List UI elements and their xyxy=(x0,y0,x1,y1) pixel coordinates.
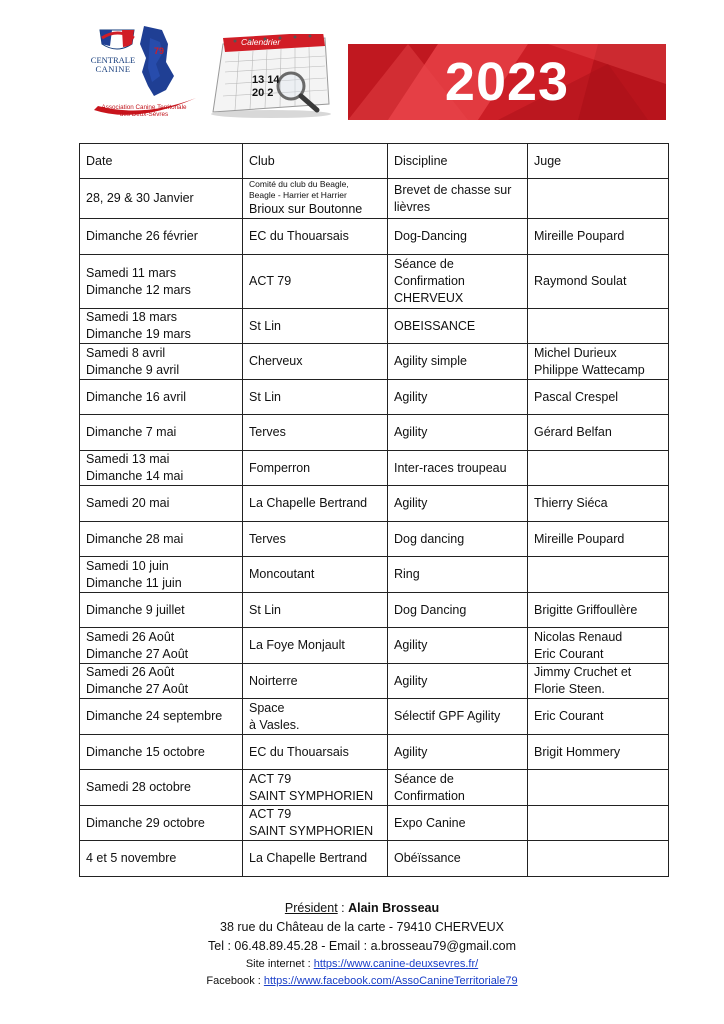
table-header-row xyxy=(80,144,669,179)
table-row xyxy=(80,522,669,557)
cell-discipline: Agility xyxy=(388,486,528,522)
cell-judge: Brigit Hommery xyxy=(528,735,669,770)
cell-club: Fomperron xyxy=(243,451,388,486)
cell-club: Cherveux xyxy=(243,344,388,380)
events-table xyxy=(79,143,669,877)
cell-judge: Gérard Belfan xyxy=(528,415,669,451)
cell-club: La Chapelle Bertrand xyxy=(243,486,388,522)
table-body xyxy=(80,179,669,877)
cell-date: Samedi 8 avril Dimanche 9 avril xyxy=(80,344,243,380)
cell-discipline: Agility xyxy=(388,380,528,415)
cell-club: EC du Thouarsais xyxy=(243,735,388,770)
cell-judge xyxy=(528,806,669,841)
cell-discipline: Séance de Confirmation CHERVEUX xyxy=(388,255,528,309)
cell-discipline: Agility simple xyxy=(388,344,528,380)
table-row xyxy=(80,451,669,486)
cell-judge: Raymond Soulat xyxy=(528,255,669,309)
cell-discipline: OBEISSANCE xyxy=(388,309,528,344)
cell-date: Dimanche 15 octobre xyxy=(80,735,243,770)
table-row xyxy=(80,219,669,255)
cell-club: St Lin xyxy=(243,593,388,628)
calendar-numbers-row1: 13 14 xyxy=(252,74,280,86)
table-row xyxy=(80,179,669,219)
cell-date: Dimanche 29 octobre xyxy=(80,806,243,841)
svg-text:79: 79 xyxy=(154,46,165,56)
cell-date: 4 et 5 novembre xyxy=(80,841,243,877)
president-name: Alain Brosseau xyxy=(348,901,440,915)
cell-discipline: Dog dancing xyxy=(388,522,528,557)
cell-date: Samedi 26 Août Dimanche 27 Août xyxy=(80,664,243,699)
cell-club: Noirterre xyxy=(243,664,388,699)
cell-club: EC du Thouarsais xyxy=(243,219,388,255)
cell-judge: Mireille Poupard xyxy=(528,219,669,255)
table-row xyxy=(80,593,669,628)
table-row xyxy=(80,806,669,841)
cell-date: Dimanche 7 mai xyxy=(80,415,243,451)
table-row xyxy=(80,699,669,735)
cell-judge xyxy=(528,770,669,806)
footer-website: Site internet : https://www.canine-deuxsevres.fr/ xyxy=(245,958,479,970)
cell-judge xyxy=(528,841,669,877)
cell-discipline: Brevet de chasse sur lièvres xyxy=(388,179,528,219)
year-banner xyxy=(348,44,666,120)
facebook-link[interactable]: https://www.facebook.com/AssoCanineTerritoriale79 xyxy=(263,975,518,987)
cell-date: Dimanche 28 mai xyxy=(80,522,243,557)
cell-judge xyxy=(528,557,669,593)
cell-club: ACT 79 SAINT SYMPHORIEN xyxy=(243,806,388,841)
cell-judge: Nicolas Renaud Eric Courant xyxy=(528,628,669,664)
cell-judge: Michel Durieux Philippe Wattecamp xyxy=(528,344,669,380)
cell-discipline: Agility xyxy=(388,628,528,664)
cell-judge: Jimmy Cruchet et Florie Steen. xyxy=(528,664,669,699)
cell-date: Samedi 13 mai Dimanche 14 mai xyxy=(80,451,243,486)
cell-judge xyxy=(528,309,669,344)
cell-discipline: Obéïssance xyxy=(388,841,528,877)
table-row xyxy=(80,344,669,380)
cell-club: Moncoutant xyxy=(243,557,388,593)
cell-club: ACT 79 xyxy=(243,255,388,309)
cell-date: Samedi 10 juin Dimanche 11 juin xyxy=(80,557,243,593)
table-row xyxy=(80,628,669,664)
cell-judge: Brigitte Griffoullère xyxy=(528,593,669,628)
cell-discipline: Agility xyxy=(388,735,528,770)
cell-date: Dimanche 24 septembre xyxy=(80,699,243,735)
president-label: Président xyxy=(284,901,338,915)
calendar-illustration xyxy=(205,34,335,118)
cell-judge xyxy=(528,451,669,486)
cell-date: Samedi 28 octobre xyxy=(80,770,243,806)
cell-club: St Lin xyxy=(243,380,388,415)
table-row xyxy=(80,770,669,806)
cell-date: Dimanche 26 février xyxy=(80,219,243,255)
cell-judge: Mireille Poupard xyxy=(528,522,669,557)
footer-address: 38 rue du Château de la carte - 79410 CHERVEUX xyxy=(220,920,504,934)
cell-discipline: Agility xyxy=(388,415,528,451)
footer-facebook: Facebook : https://www.facebook.com/AssoCanineTerritoriale79 xyxy=(206,975,518,987)
calendar-numbers-row2: 20 2 xyxy=(252,87,274,99)
cell-judge: Eric Courant xyxy=(528,699,669,735)
cell-discipline: Sélectif GPF Agility xyxy=(388,699,528,735)
calendar-title: Calendrier xyxy=(241,37,281,47)
table-row xyxy=(80,557,669,593)
table-row xyxy=(80,735,669,770)
table-row xyxy=(80,664,669,699)
cell-date: Samedi 26 Août Dimanche 27 Août xyxy=(80,628,243,664)
cell-judge xyxy=(528,179,669,219)
header-judge: Juge xyxy=(528,144,669,179)
header-discipline: Discipline xyxy=(388,144,528,179)
table-row xyxy=(80,255,669,309)
cell-club: St Lin xyxy=(243,309,388,344)
cell-club: Terves xyxy=(243,522,388,557)
cell-discipline: Expo Canine xyxy=(388,806,528,841)
cell-date: Dimanche 9 juillet xyxy=(80,593,243,628)
cell-discipline: Inter-races troupeau xyxy=(388,451,528,486)
cell-club: Comité du club du Beagle, Beagle - Harrier et Harrier Brioux sur Boutonne xyxy=(243,179,388,219)
header-club: Club xyxy=(243,144,388,179)
cell-date: Dimanche 16 avril xyxy=(80,380,243,415)
association-logo xyxy=(88,24,200,122)
footer-contact-line: Tel : 06.48.89.45.28 - Email : a.brosseau79@gmail.com xyxy=(208,939,516,953)
table-row xyxy=(80,309,669,344)
table-row xyxy=(80,415,669,451)
cell-club: La Foye Monjault xyxy=(243,628,388,664)
cell-discipline: Dog Dancing xyxy=(388,593,528,628)
cell-judge: Thierry Siéca xyxy=(528,486,669,522)
cell-judge: Pascal Crespel xyxy=(528,380,669,415)
logo-text-centrale: CENTRALE xyxy=(90,55,136,65)
table-row xyxy=(80,486,669,522)
cell-discipline: Séance de Confirmation xyxy=(388,770,528,806)
year-title: 2023 xyxy=(444,52,570,112)
logo-association-name: Association Canine Territoriale des Deux-Sèvres xyxy=(101,104,187,119)
cell-discipline: Agility xyxy=(388,664,528,699)
cell-club: Space à Vasles. xyxy=(243,699,388,735)
cell-discipline: Dog-Dancing xyxy=(388,219,528,255)
logo-text-canine: CANINE xyxy=(95,64,131,74)
cell-club: La Chapelle Bertrand xyxy=(243,841,388,877)
website-link[interactable]: https://www.canine-deuxsevres.fr/ xyxy=(313,958,479,970)
cell-date: Samedi 20 mai xyxy=(80,486,243,522)
cell-club: Terves xyxy=(243,415,388,451)
table-row xyxy=(80,841,669,877)
footer-president: Président : Alain Brosseau xyxy=(284,901,440,915)
cell-discipline: Ring xyxy=(388,557,528,593)
header-date: Date xyxy=(80,144,243,179)
cell-date: Samedi 11 mars Dimanche 12 mars xyxy=(80,255,243,309)
cell-club: ACT 79 SAINT SYMPHORIEN xyxy=(243,770,388,806)
cell-date: 28, 29 & 30 Janvier xyxy=(80,179,243,219)
cell-date: Samedi 18 mars Dimanche 19 mars xyxy=(80,309,243,344)
table-row xyxy=(80,380,669,415)
footer-contact xyxy=(0,899,724,990)
